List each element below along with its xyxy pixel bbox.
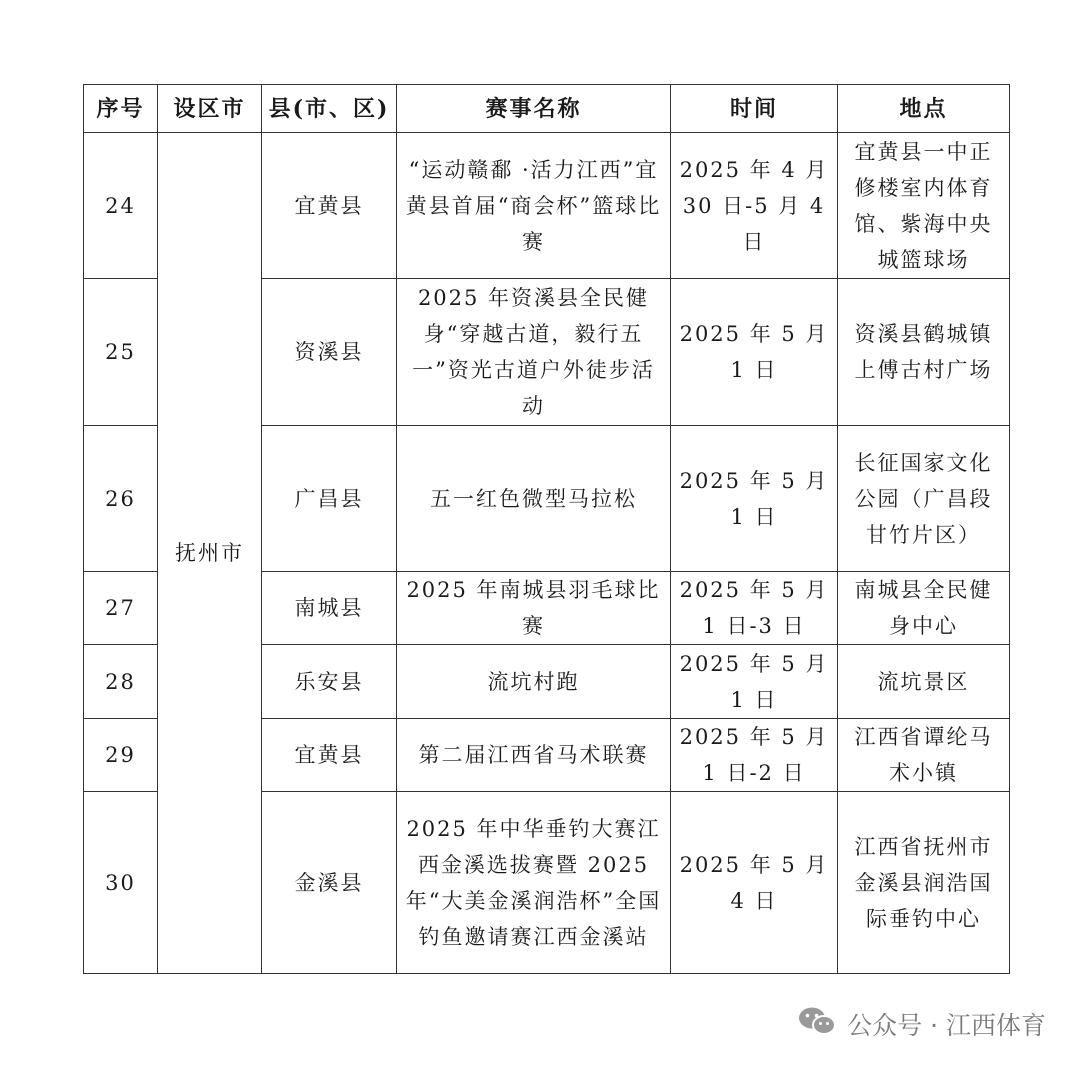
row-event-name: 五一红色微型马拉松 — [397, 426, 671, 572]
row-time: 2025 年 4 月 30 日-5 月 4 日 — [671, 133, 838, 279]
row-county: 金溪县 — [262, 792, 397, 974]
row-place: 江西省抚州市金溪县润浩国际垂钓中心 — [838, 792, 1010, 974]
header-no: 序号 — [84, 85, 158, 133]
row-place: 资溪县鹤城镇上傅古村广场 — [838, 279, 1010, 426]
header-time: 时间 — [671, 85, 838, 133]
watermark-text: 公众号 · 江西体育 — [847, 1011, 1046, 1040]
row-no: 28 — [84, 645, 158, 719]
row-place: 流坑景区 — [838, 645, 1010, 719]
row-event-name: 2025 年资溪县全民健身“穿越古道，毅行五一”资光古道户外徒步活动 — [397, 279, 671, 426]
row-no: 30 — [84, 792, 158, 974]
row-time: 2025 年 5 月 1 日-3 日 — [671, 572, 838, 645]
row-time: 2025 年 5 月 1 日-2 日 — [671, 719, 838, 792]
row-county: 乐安县 — [262, 645, 397, 719]
row-time: 2025 年 5 月 1 日 — [671, 426, 838, 572]
watermark — [797, 1006, 1046, 1042]
row-event-name: 2025 年中华垂钓大赛江西金溪选拔赛暨 2025 年“大美金溪润浩杯”全国钓鱼邀请赛江西金溪站 — [397, 792, 671, 974]
row-county: 资溪县 — [262, 279, 397, 426]
row-event-name: 2025 年南城县羽毛球比赛 — [397, 572, 671, 645]
row-time: 2025 年 5 月 1 日 — [671, 279, 838, 426]
row-county: 宜黄县 — [262, 719, 397, 792]
row-place: 宜黄县一中正修楼室内体育馆、紫海中央城篮球场 — [838, 133, 1010, 279]
row-no: 26 — [84, 426, 158, 572]
row-no: 29 — [84, 719, 158, 792]
row-county: 宜黄县 — [262, 133, 397, 279]
row-place: 南城县全民健身中心 — [838, 572, 1010, 645]
table-header-row — [84, 85, 1010, 133]
row-county: 广昌县 — [262, 426, 397, 572]
row-no: 27 — [84, 572, 158, 645]
city-cell: 抚州市 — [158, 133, 262, 974]
row-event-name: “运动赣鄱 ·活力江西”宜黄县首届“商会杯”篮球比赛 — [397, 133, 671, 279]
header-place: 地点 — [838, 85, 1010, 133]
row-event-name: 第二届江西省马术联赛 — [397, 719, 671, 792]
row-no: 25 — [84, 279, 158, 426]
wechat-icon — [797, 1005, 837, 1043]
header-county: 县(市、区) — [262, 85, 397, 133]
table-row — [84, 133, 1010, 279]
row-time: 2025 年 5 月 1 日 — [671, 645, 838, 719]
row-place: 江西省谭纶马术小镇 — [838, 719, 1010, 792]
events-table — [83, 84, 1010, 974]
row-place: 长征国家文化公园（广昌段甘竹片区） — [838, 426, 1010, 572]
row-county: 南城县 — [262, 572, 397, 645]
row-no: 24 — [84, 133, 158, 279]
header-event-name: 赛事名称 — [397, 85, 671, 133]
row-time: 2025 年 5 月 4 日 — [671, 792, 838, 974]
row-event-name: 流坑村跑 — [397, 645, 671, 719]
header-city: 设区市 — [158, 85, 262, 133]
